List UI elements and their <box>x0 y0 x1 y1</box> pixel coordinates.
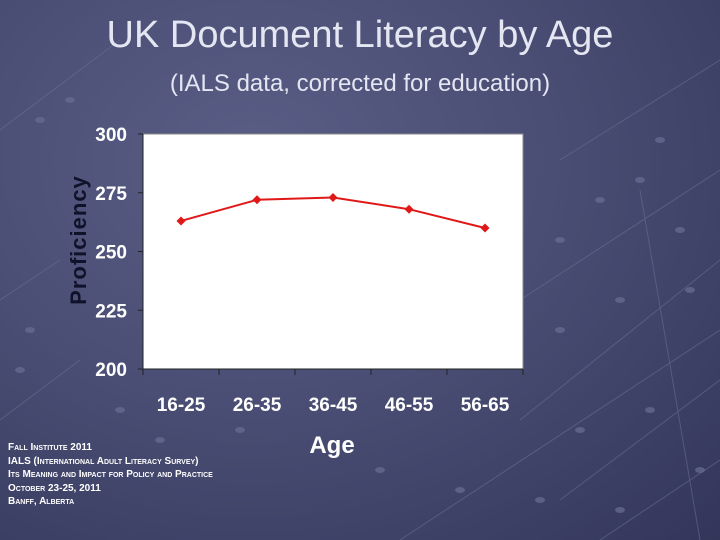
y-tick-label: 275 <box>95 183 127 205</box>
footer-credits <box>8 441 213 509</box>
footer-line: Its Meaning and Impact for Policy and Practice <box>8 469 213 481</box>
y-tick-label: 225 <box>95 301 127 323</box>
page-title: UK Document Literacy by Age <box>106 14 614 56</box>
x-tick-label: 16-25 <box>156 395 206 416</box>
footer-line: Fall Institute 2011 <box>8 442 92 453</box>
x-tick-label: 56-65 <box>460 395 510 416</box>
y-axis-label: Proficiency <box>66 175 91 305</box>
y-tick-label: 300 <box>95 125 127 146</box>
plot-area <box>143 134 523 369</box>
footer-line: IALS (International Adult Literacy Survey) <box>8 455 199 467</box>
y-tick-label: 250 <box>95 242 127 264</box>
footer-line: Banff, Alberta <box>8 496 75 508</box>
x-axis-label: Age <box>309 432 355 459</box>
x-tick-label: 36-45 <box>308 395 358 416</box>
x-tick-label: 46-55 <box>384 395 434 416</box>
y-tick-label: 200 <box>95 360 127 381</box>
page-subtitle: (IALS data, corrected for education) <box>169 70 551 97</box>
x-tick-label: 26-35 <box>232 395 282 416</box>
footer-line: October 23-25, 2011 <box>8 482 101 494</box>
